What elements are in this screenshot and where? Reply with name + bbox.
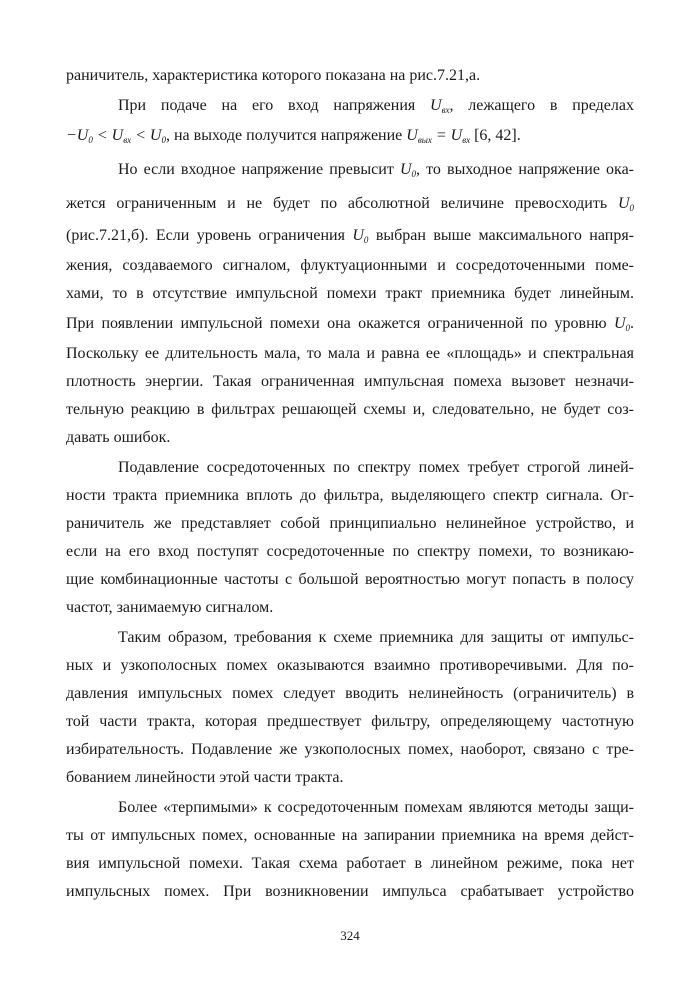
text-line-12: тельную реакцию в фильтрах решающей схемы и, следовательно, не будет соз- bbox=[66, 401, 634, 418]
text-line-13: давать ошибок. bbox=[66, 429, 171, 446]
text-line-19: частот, занимаемую сигналом. bbox=[66, 599, 274, 616]
text-line-24: избирательность. Подавление же узкополосных помех, наоборот, связано с тре- bbox=[66, 741, 634, 758]
text-line-27: ты от импульсных помех, основанные на запирании приемника на время дейст- bbox=[66, 827, 634, 844]
text-line-8: хами, то в отсутствие импульсной помехи тракт приемника будет линейным. bbox=[66, 285, 634, 302]
text-line-2: При подаче на его вход напряжения Uвх, лежащего в пределах bbox=[118, 97, 634, 115]
text-line-1: раничитель, характеристика которого показана на рис.7.21,а. bbox=[66, 67, 481, 84]
text-line-11: плотность энергии. Такая ограниченная импульсная помеха вызовет незначи- bbox=[66, 373, 634, 390]
text-line-17: если на его вход поступят сосредоточенные по спектру помехи, то возникаю- bbox=[66, 543, 634, 560]
page-number: 324 bbox=[340, 928, 360, 943]
text-line-5: жется ограниченным и не будет по абсолютной величине превосходить U0 bbox=[66, 195, 634, 213]
text-line-23: той части тракта, которая предшествует фильтру, определяющему частотную bbox=[66, 713, 634, 730]
text-line-4: Но если входное напряжение превысит U0, то выходное напряжение ока- bbox=[118, 161, 635, 179]
text-line-20: Таким образом, требования к схеме приемника для защиты от импульс- bbox=[118, 629, 634, 646]
output-formula: Uвых = Uвх bbox=[406, 127, 471, 145]
text-line-10: Поскольку ее длительность мала, то мала и равна ее «площадь» и спектральная bbox=[66, 345, 634, 362]
text-line-6: (рис.7.21,б). Если уровень ограничения U0 выбран выше максимального напря- bbox=[66, 227, 635, 245]
inequality-formula: −U0 < Uвх < U0 bbox=[66, 127, 166, 145]
text-line-3: −U0 < Uвх < U0, на выходе получится напряжение Uвых = Uвх [6, 42]. bbox=[66, 127, 521, 145]
text-line-26: Более «терпимыми» к сосредоточенным помехам являются методы защи- bbox=[118, 799, 634, 816]
text-line-28: вия импульсной помехи. Такая схема работает в линейном режиме, пока нет bbox=[66, 855, 634, 872]
text-line-22: давления импульсных помех следует вводить нелинейность (ограничитель) в bbox=[66, 685, 634, 702]
text-line-16: раничитель же представляет собой принципиально нелинейное устройство, и bbox=[66, 515, 634, 532]
text-line-25: бованием линейности этой части тракта. bbox=[66, 769, 344, 786]
text-line-15: ности тракта приемника вплоть до фильтра, выделяющего спектр сигнала. Ог- bbox=[66, 487, 634, 504]
text-line-9: При появлении импульсной помехи она окажется ограниченной по уровню U0. bbox=[66, 315, 635, 333]
text-line-21: ных и узкополосных помех оказываются взаимно противоречивыми. Для по- bbox=[66, 657, 634, 674]
text-line-7: жения, создаваемого сигналом, флуктуационными и сосредоточенными поме- bbox=[66, 257, 634, 274]
text-line-29: импульсных помех. При возникновении импульса срабатывает устройство bbox=[66, 883, 634, 900]
text-line-14: Подавление сосредоточенных по спектру помех требует строгой линей- bbox=[118, 459, 634, 476]
text-line-18: щие комбинационные частоты с большой вероятностью могут попасть в полосу bbox=[66, 571, 634, 588]
